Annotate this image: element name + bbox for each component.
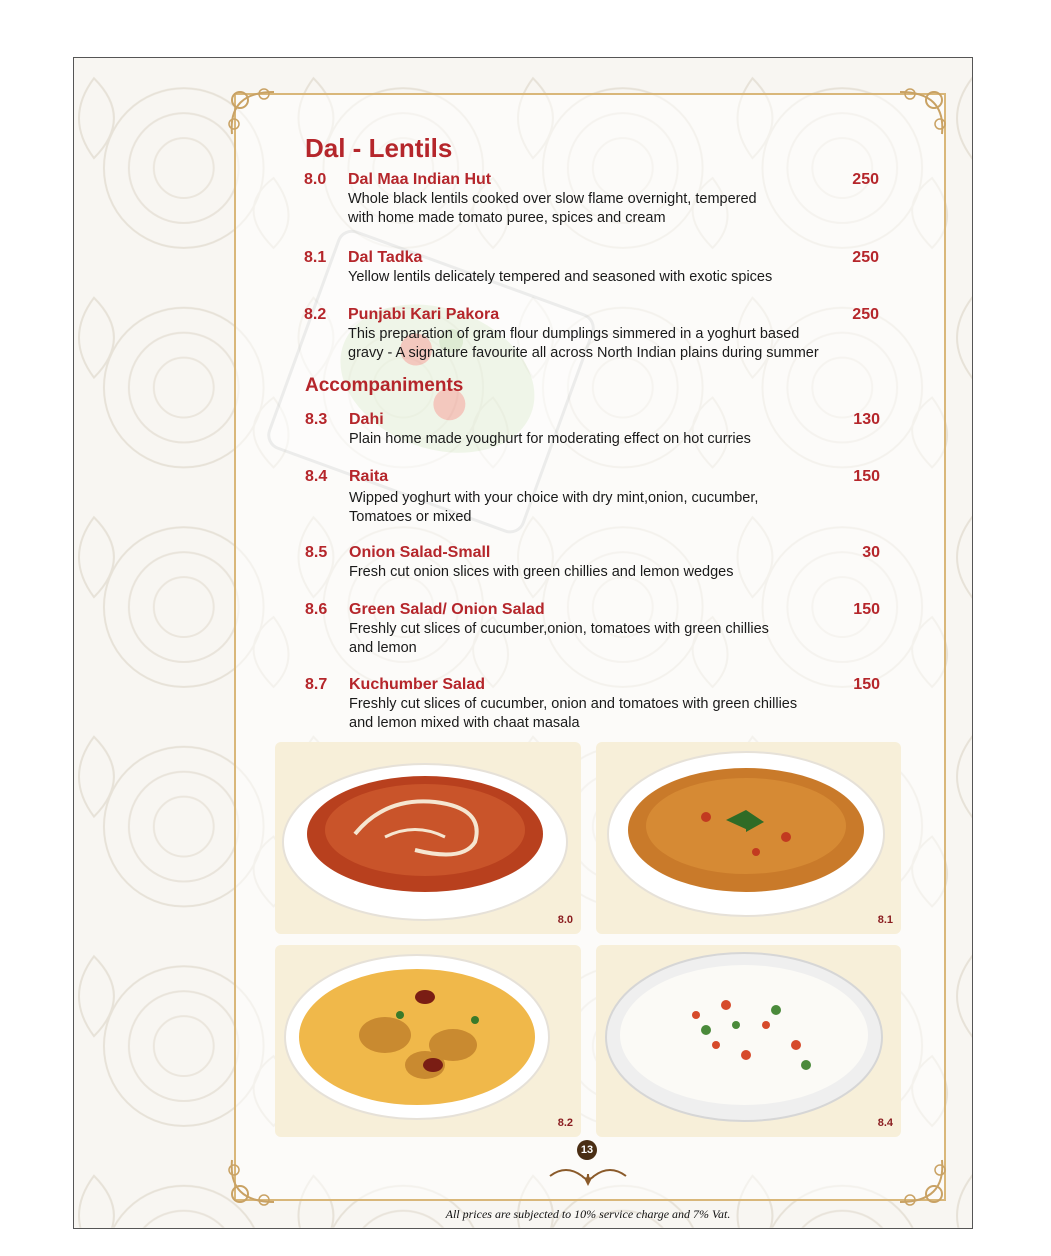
section-title-accompaniments: Accompaniments — [305, 375, 464, 396]
item-number: 8.0 — [304, 171, 327, 188]
item-name: Kuchumber Salad — [349, 676, 486, 693]
item-description: This preparation of gram flour dumplings simmered in a yoghurt based gravy - A signature favourite all across North Indian plains during summer — [348, 326, 819, 361]
item-number: 8.6 — [305, 601, 328, 618]
item-price: 150 — [853, 601, 880, 618]
item-description: Plain home made youghurt for moderating effect on hot curries — [349, 431, 751, 447]
item-number: 8.1 — [304, 249, 327, 266]
item-name: Onion Salad-Small — [349, 544, 491, 561]
corner-ornament-icon — [894, 1154, 950, 1210]
item-price: 250 — [852, 249, 879, 266]
section-title-dal: Dal - Lentils — [305, 133, 453, 163]
item-name: Green Salad/ Onion Salad — [349, 601, 545, 618]
dal-tadka-bowl-image — [596, 742, 901, 934]
corner-ornament-icon — [894, 84, 950, 140]
item-number: 8.4 — [305, 468, 328, 485]
item-price: 150 — [853, 676, 880, 693]
item-name: Dal Tadka — [348, 249, 423, 266]
photo-label: 8.1 — [877, 914, 893, 926]
item-description: Yellow lentils delicately tempered and seasoned with exotic spices — [348, 269, 773, 285]
item-price: 250 — [852, 171, 879, 188]
photo-kari-pakora — [275, 945, 581, 1137]
item-number: 8.2 — [304, 306, 327, 323]
item-name: Dal Maa Indian Hut — [348, 171, 492, 188]
item-description: Whole black lentils cooked over slow flame overnight, tempered with home made tomato puree, spices and cream — [348, 191, 757, 226]
item-number: 8.5 — [305, 544, 328, 561]
item-price: 30 — [862, 544, 880, 561]
photo-dal-makhani — [275, 742, 581, 934]
page-number-badge: 13 — [577, 1140, 597, 1160]
photo-label: 8.2 — [557, 1117, 573, 1129]
dal-makhani-bowl-image — [275, 742, 581, 934]
item-number: 8.3 — [305, 411, 328, 428]
item-description: Freshly cut slices of cucumber,onion, tomatoes with green chillies and lemon — [349, 621, 769, 656]
flourish-ornament-icon — [546, 1162, 630, 1188]
item-number: 8.7 — [305, 676, 328, 693]
kari-pakora-bowl-image — [275, 945, 581, 1137]
photo-raita — [596, 945, 901, 1137]
photo-label: 8.0 — [557, 914, 573, 926]
item-price: 250 — [852, 306, 879, 323]
photo-label: 8.4 — [877, 1117, 893, 1129]
item-name: Raita — [349, 468, 389, 485]
item-name: Punjabi Kari Pakora — [348, 306, 500, 323]
item-name: Dahi — [349, 411, 384, 428]
corner-ornament-icon — [224, 1154, 280, 1210]
corner-ornament-icon — [224, 84, 280, 140]
item-price: 150 — [853, 468, 880, 485]
item-description: Freshly cut slices of cucumber, onion and tomatoes with green chillies and lemon mixed with chaat masala — [349, 696, 798, 731]
item-description: Wipped yoghurt with your choice with dry mint,onion, cucumber, Tomatoes or mixed — [349, 490, 759, 525]
raita-bowl-image — [596, 945, 901, 1137]
footer-price-note: All prices are subjected to 10% service charge and 7% Vat. — [445, 1207, 731, 1221]
item-price: 130 — [853, 411, 880, 428]
photo-dal-tadka — [596, 742, 901, 934]
item-description: Fresh cut onion slices with green chillies and lemon wedges — [349, 564, 734, 580]
